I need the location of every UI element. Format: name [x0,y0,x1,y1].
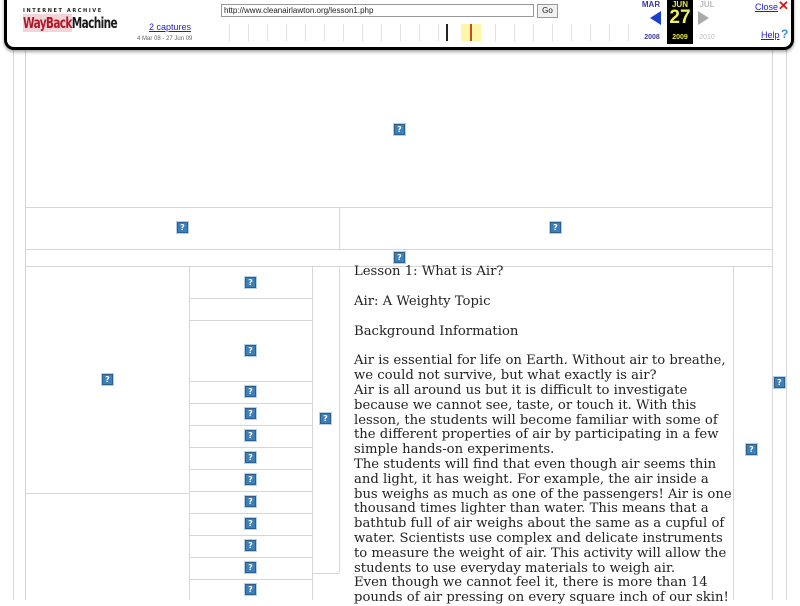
spacer-broken-image-icon: ? [394,252,405,263]
nav-item-3-broken-image-icon[interactable]: ? [245,386,256,397]
right-edge-broken-image-icon: ? [774,377,785,388]
lesson-title: Lesson 1: What is Air? [354,264,504,279]
captures-link[interactable]: 2 captures [149,22,192,32]
prev-capture-arrow-icon[interactable] [650,11,661,25]
wayback-toolbar [4,0,794,50]
nav-right-broken-image-icon[interactable]: ? [550,222,561,233]
next-month: JUL [699,0,715,9]
nav-item-9-broken-image-icon[interactable]: ? [245,518,256,529]
lesson-paragraph: The students will find that even though air seems thin and light, it has weight. For example, the air inside a bus weighs as much as one of the passengers! Air is one thousand times lighter than water. This means that a bathtub full of air weighs about the same as a cupful of water. Scientists use complex and delicate instruments to measure the weight of air. This activity will allow the students to use everyday materials to weigh air. [354,456,732,576]
wayback-machine-logo[interactable]: WayBackMachine [23,14,117,32]
go-button[interactable]: Go [537,4,558,18]
nav-item-11-broken-image-icon[interactable]: ? [245,562,256,573]
prev-month-link[interactable]: MAR [641,0,661,9]
nav-item-4-broken-image-icon[interactable]: ? [245,408,256,419]
current-year: 2009 [672,34,688,41]
lesson-content [354,265,734,606]
nav-left-broken-image-icon[interactable]: ? [177,222,188,233]
help-icon[interactable]: ? [781,27,789,41]
lesson-paragraph: Air is all around us but it is difficult to investigate because we cannot see, taste, or touch it. With this lesson, the students will become familiar with some of the different properties of air by participating in a few simple hands-on experiments. [354,382,719,458]
lesson-subtitle: Air: A Weighty Topic [354,293,491,309]
divider-broken-image-icon: ? [320,413,331,424]
capture-date-range: 4 Mar 08 - 27 Jun 09 [137,36,193,42]
section-heading: Background Information [354,323,519,339]
nav-item-12-broken-image-icon[interactable]: ? [245,584,256,595]
capture-marker[interactable] [446,24,448,41]
left-panel-broken-image-icon[interactable]: ? [102,374,113,385]
right-sidebar-broken-image-icon[interactable]: ? [746,444,757,455]
nav-item-10-broken-image-icon[interactable]: ? [245,540,256,551]
current-day: 27 [669,7,691,28]
current-month: JUN [671,0,688,9]
prev-year-link[interactable]: 2008 [644,34,660,41]
help-link[interactable]: Help [761,30,780,40]
nav-item-6-broken-image-icon[interactable]: ? [245,452,256,463]
next-year: 2010 [699,34,715,41]
nav-item-7-broken-image-icon[interactable]: ? [245,474,256,485]
nav-item-1-broken-image-icon[interactable]: ? [245,277,256,288]
next-capture-arrow-icon [698,11,709,25]
nav-item-2-broken-image-icon[interactable]: ? [245,345,256,356]
nav-item-8-broken-image-icon[interactable]: ? [245,496,256,507]
url-input[interactable]: http://www.cleanairlawton.org/lesson1.php [221,4,534,17]
internet-archive-label: INTERNET ARCHIVE [23,8,103,14]
nav-item-5-broken-image-icon[interactable]: ? [245,430,256,441]
lesson-paragraph: Even though we cannot feel it, there is more than 14 pounds of air pressing on every square inch of our skin! [354,575,729,606]
header-banner-broken-image-icon[interactable]: ? [394,124,405,135]
close-icon[interactable]: ✕ [778,0,789,13]
close-link[interactable]: Close [755,2,779,12]
current-capture-marker[interactable] [470,24,472,41]
lesson-paragraph: Air is essential for life on Earth. Without air to breathe, we could not survive, but what exactly is air? [354,353,726,384]
